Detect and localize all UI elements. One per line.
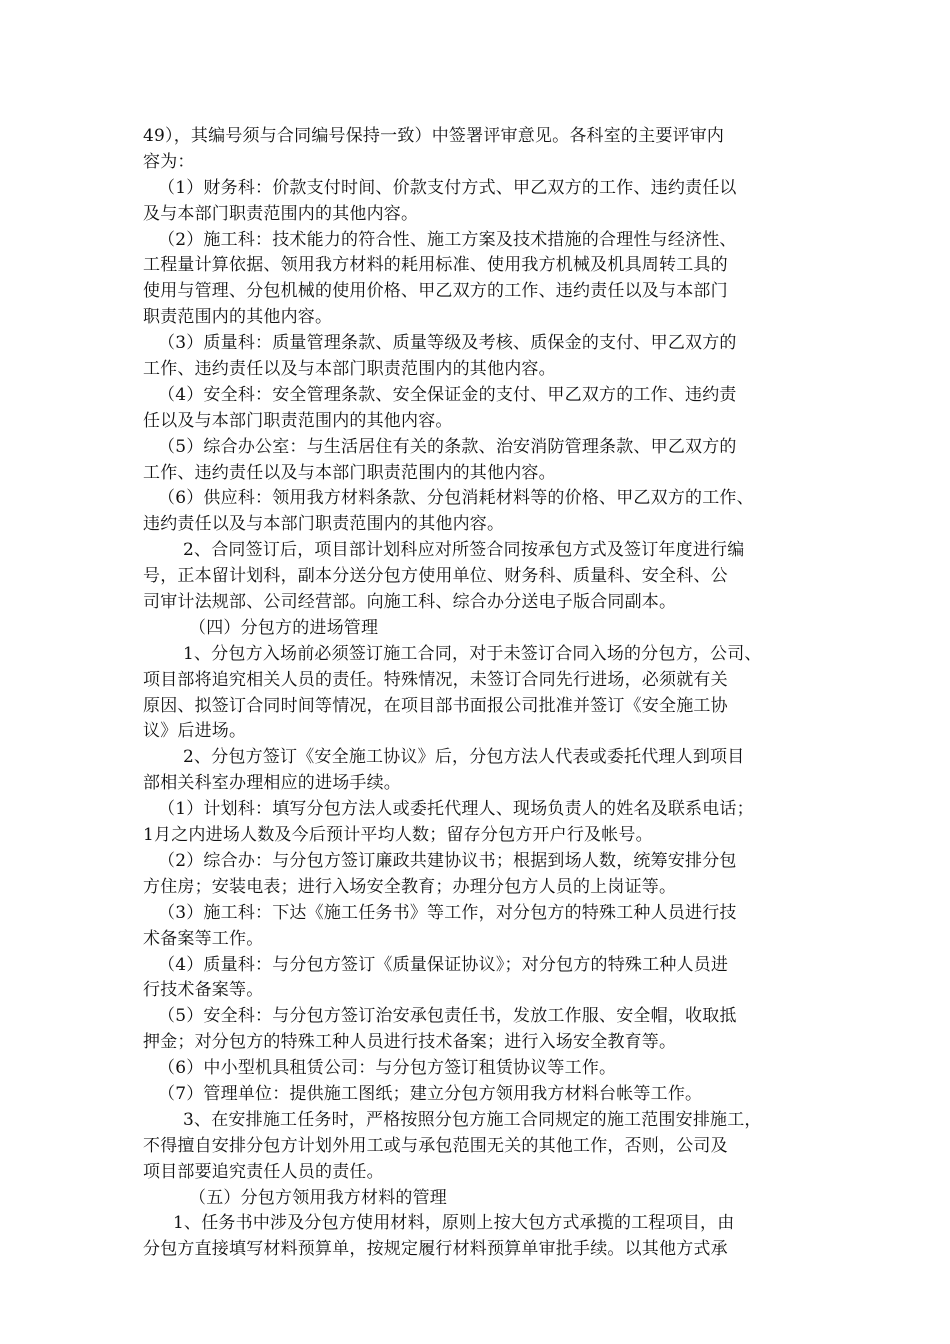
- text-line: 项目部将追究相关人员的责任。特殊情况，未签订合同先行进场，必须就有关: [143, 669, 728, 690]
- text-line: （4）安全科：安全管理条款、安全保证金的支付、甲乙双方的工作、违约责: [158, 384, 737, 405]
- text-line: 49），其编号须与合同编号保持一致）中签署评审意见。各科室的主要评审内: [143, 126, 725, 146]
- text-line: 职责范围内的其他内容。: [143, 307, 333, 328]
- text-line: （1）财务科：价款支付时间、价款支付方式、甲乙双方的工作、违约责任以: [158, 177, 737, 198]
- text-line: 原因、拟签订合同时间等情况，在项目部书面报公司批准并签订《安全施工协: [143, 695, 728, 716]
- text-line: 不得擅自安排分包方计划外用工或与承包范围无关的其他工作，否则，公司及: [143, 1135, 728, 1156]
- text-line: （5）综合办公室：与生活居住有关的条款、治安消防管理条款、甲乙双方的: [158, 436, 737, 457]
- text-line: （2）施工科：技术能力的符合性、施工方案及技术措施的合理性与经济性、: [158, 229, 737, 250]
- text-line: （6）供应科：领用我方材料条款、分包消耗材料等的价格、甲乙双方的工作、: [158, 488, 754, 509]
- text-line: 容为：: [143, 151, 195, 172]
- text-line: 号，正本留计划科，副本分送分包方使用单位、财务科、质量科、安全科、公: [143, 566, 728, 587]
- text-line: （5）安全科：与分包方签订治安承包责任书，发放工作服、安全帽，收取抵: [158, 1006, 737, 1027]
- text-line: （3）质量科：质量管理条款、质量等级及考核、质保金的支付、甲乙双方的: [158, 333, 737, 354]
- text-line: 议》后进场。: [143, 721, 247, 742]
- text-line: 2、分包方签订《安全施工协议》后，分包方法人代表或委托代理人到项目: [183, 747, 745, 768]
- text-line: （2）综合办：与分包方签订廉政共建协议书；根据到场人数，统筹安排分包: [158, 850, 737, 871]
- text-line: 2、合同签订后，项目部计划科应对所签合同按承包方式及签订年度进行编: [183, 540, 745, 561]
- text-line: （7）管理单位：提供施工图纸；建立分包方领用我方材料台帐等工作。: [158, 1083, 703, 1104]
- section-heading: （五）分包方领用我方材料的管理: [189, 1187, 447, 1208]
- text-line: 分包方直接填写材料预算单，按规定履行材料预算单审批手续。以其他方式承: [143, 1239, 728, 1260]
- text-line: 3、在安排施工任务时，严格按照分包方施工合同规定的施工范围安排施工，: [183, 1109, 762, 1130]
- text-line: 工作、违约责任以及与本部门职责范围内的其他内容。: [143, 359, 556, 380]
- text-line: 工程量计算依据、领用我方材料的耗用标准、使用我方机械及机具周转工具的: [143, 255, 728, 276]
- text-line: 押金；对分包方的特殊工种人员进行技术备案；进行入场安全教育等。: [143, 1032, 677, 1053]
- text-line: 违约责任以及与本部门职责范围内的其他内容。: [143, 514, 505, 535]
- text-line: 1、任务书中涉及分包方使用材料，原则上按大包方式承揽的工程项目，由: [173, 1213, 735, 1234]
- text-line: （3）施工科：下达《施工任务书》等工作，对分包方的特殊工种人员进行技: [158, 902, 737, 923]
- text-line: 任以及与本部门职责范围内的其他内容。: [143, 410, 453, 431]
- text-line: 方住房；安装电表；进行入场安全教育；办理分包方人员的上岗证等。: [143, 876, 677, 897]
- document-body: [143, 124, 823, 1263]
- text-line: 项目部要追究责任人员的责任。: [143, 1161, 384, 1182]
- text-line: （1）计划科：填写分包方法人或委托代理人、现场负责人的姓名及联系电话；: [158, 799, 754, 820]
- text-line: 及与本部门职责范围内的其他内容。: [143, 203, 419, 224]
- text-line: 术备案等工作。: [143, 928, 264, 949]
- text-line: （4）质量科：与分包方签订《质量保证协议》；对分包方的特殊工种人员进: [158, 954, 729, 975]
- text-line: 部相关科室办理相应的进场手续。: [143, 773, 401, 794]
- text-line: 司审计法规部、公司经营部。向施工科、综合办分送电子版合同副本。: [143, 592, 677, 613]
- text-line: （6）中小型机具租赁公司：与分包方签订租赁协议等工作。: [158, 1058, 617, 1079]
- text-line: 1、分包方入场前必须签订施工合同，对于未签订合同入场的分包方，公司、: [183, 643, 762, 664]
- text-line: 1月之内进场人数及今后预计平均人数；留存分包方开户行及帐号。: [143, 825, 653, 846]
- text-line: 工作、违约责任以及与本部门职责范围内的其他内容。: [143, 462, 556, 483]
- text-line: 使用与管理、分包机械的使用价格、甲乙双方的工作、违约责任以及与本部门: [143, 281, 728, 302]
- text-line: 行技术备案等。: [143, 980, 264, 1001]
- section-heading: （四）分包方的进场管理: [189, 617, 379, 638]
